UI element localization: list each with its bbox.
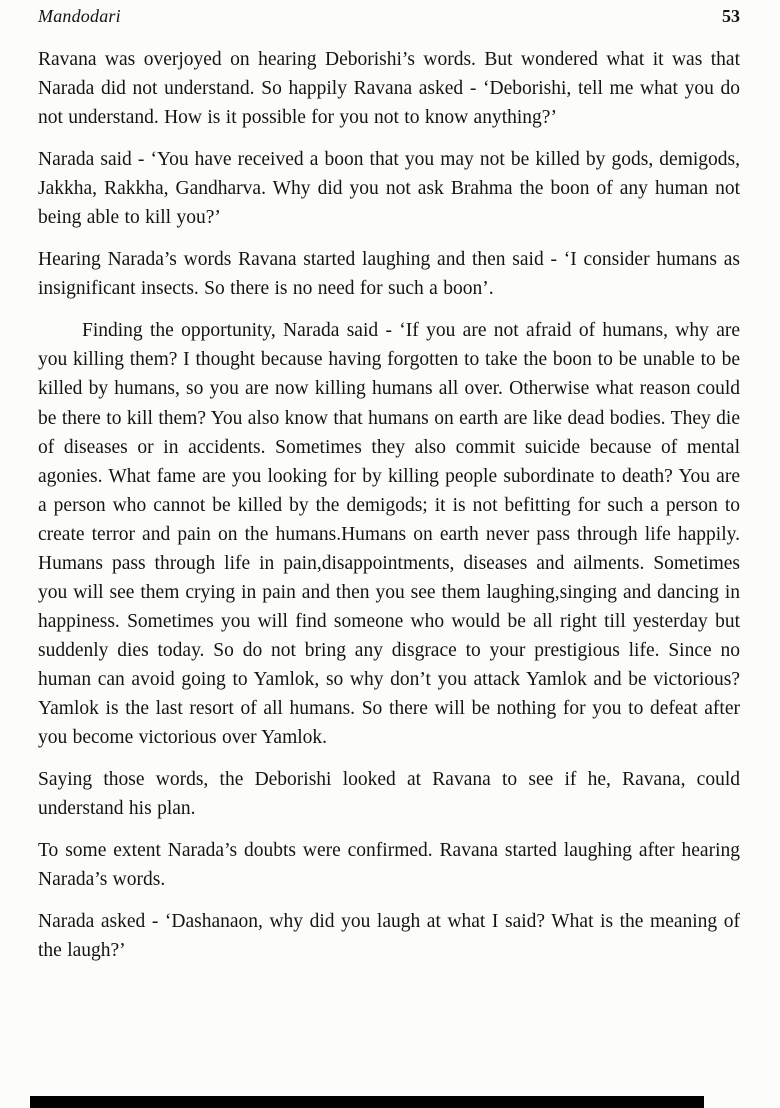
paragraph-6: To some extent Narada’s doubts were confirmed. Ravana started laughing after hearing Narada’s words. (38, 840, 740, 891)
paragraph-3: Hearing Narada’s words Ravana started laughing and then said - ‘I consider humans as insignificant insects. So there is no need for such a boon’. (38, 249, 740, 300)
paragraph-2: Narada said - ‘You have received a boon that you may not be killed by gods, demigods, Jakkha, Rakkha, Gandharva. Why did you not ask Brahma the boon of any human not being able to kill you?’ (38, 149, 740, 229)
paragraph-7: Narada asked - ‘Dashanaon, why did you laugh at what I said? What is the meaning of the laugh?’ (38, 911, 740, 962)
page-number: 53 (722, 6, 740, 26)
scan-edge-artifact (30, 1096, 704, 1108)
paragraph-4: Finding the opportunity, Narada said - ‘If you are not afraid of humans, why are you killing them? I thought because having forgotten to take the boon to be unable to be killed by humans, so you are now killing humans all over. Otherwise what reason could be there to kill them? You also know that humans on earth are like dead bodies. They die of diseases or in accidents. Sometimes they also commit suicide because of mental agonies. What fame are you looking for by killing people subordinate to death? You are a person who cannot be killed by the demigods; it is not befitting for such a person to create terror and pain on the humans.Humans on earth never pass through life happily. Humans pass through life in pain,disappointments, diseases and ailments. Sometimes you will see them crying in pain and then you see them laughing,singing and dancing in happiness. Sometimes you will find someone who would be all right till yesterday but suddenly dies today. So do not bring any disgrace to your prestigious life. Since no human can avoid going to Yamlok, so why don’t you attack Yamlok and be victorious? Yamlok is the last resort of all humans. So there will be nothing for you to defeat after you become victorious over Yamlok. (38, 320, 740, 749)
running-header-title: Mandodari (38, 6, 121, 26)
paragraph-1: Ravana was overjoyed on hearing Deborishi’s words. But wondered what it was that Narada did not understand. So happily Ravana asked - ‘Deborishi, tell me what you do not understand. How is it possible for you not to know anything?’ (38, 49, 740, 129)
paragraph-5: Saying those words, the Deborishi looked at Ravana to see if he, Ravana, could understand his plan. (38, 769, 740, 820)
page-content (38, 45, 740, 965)
page-header (38, 6, 740, 27)
